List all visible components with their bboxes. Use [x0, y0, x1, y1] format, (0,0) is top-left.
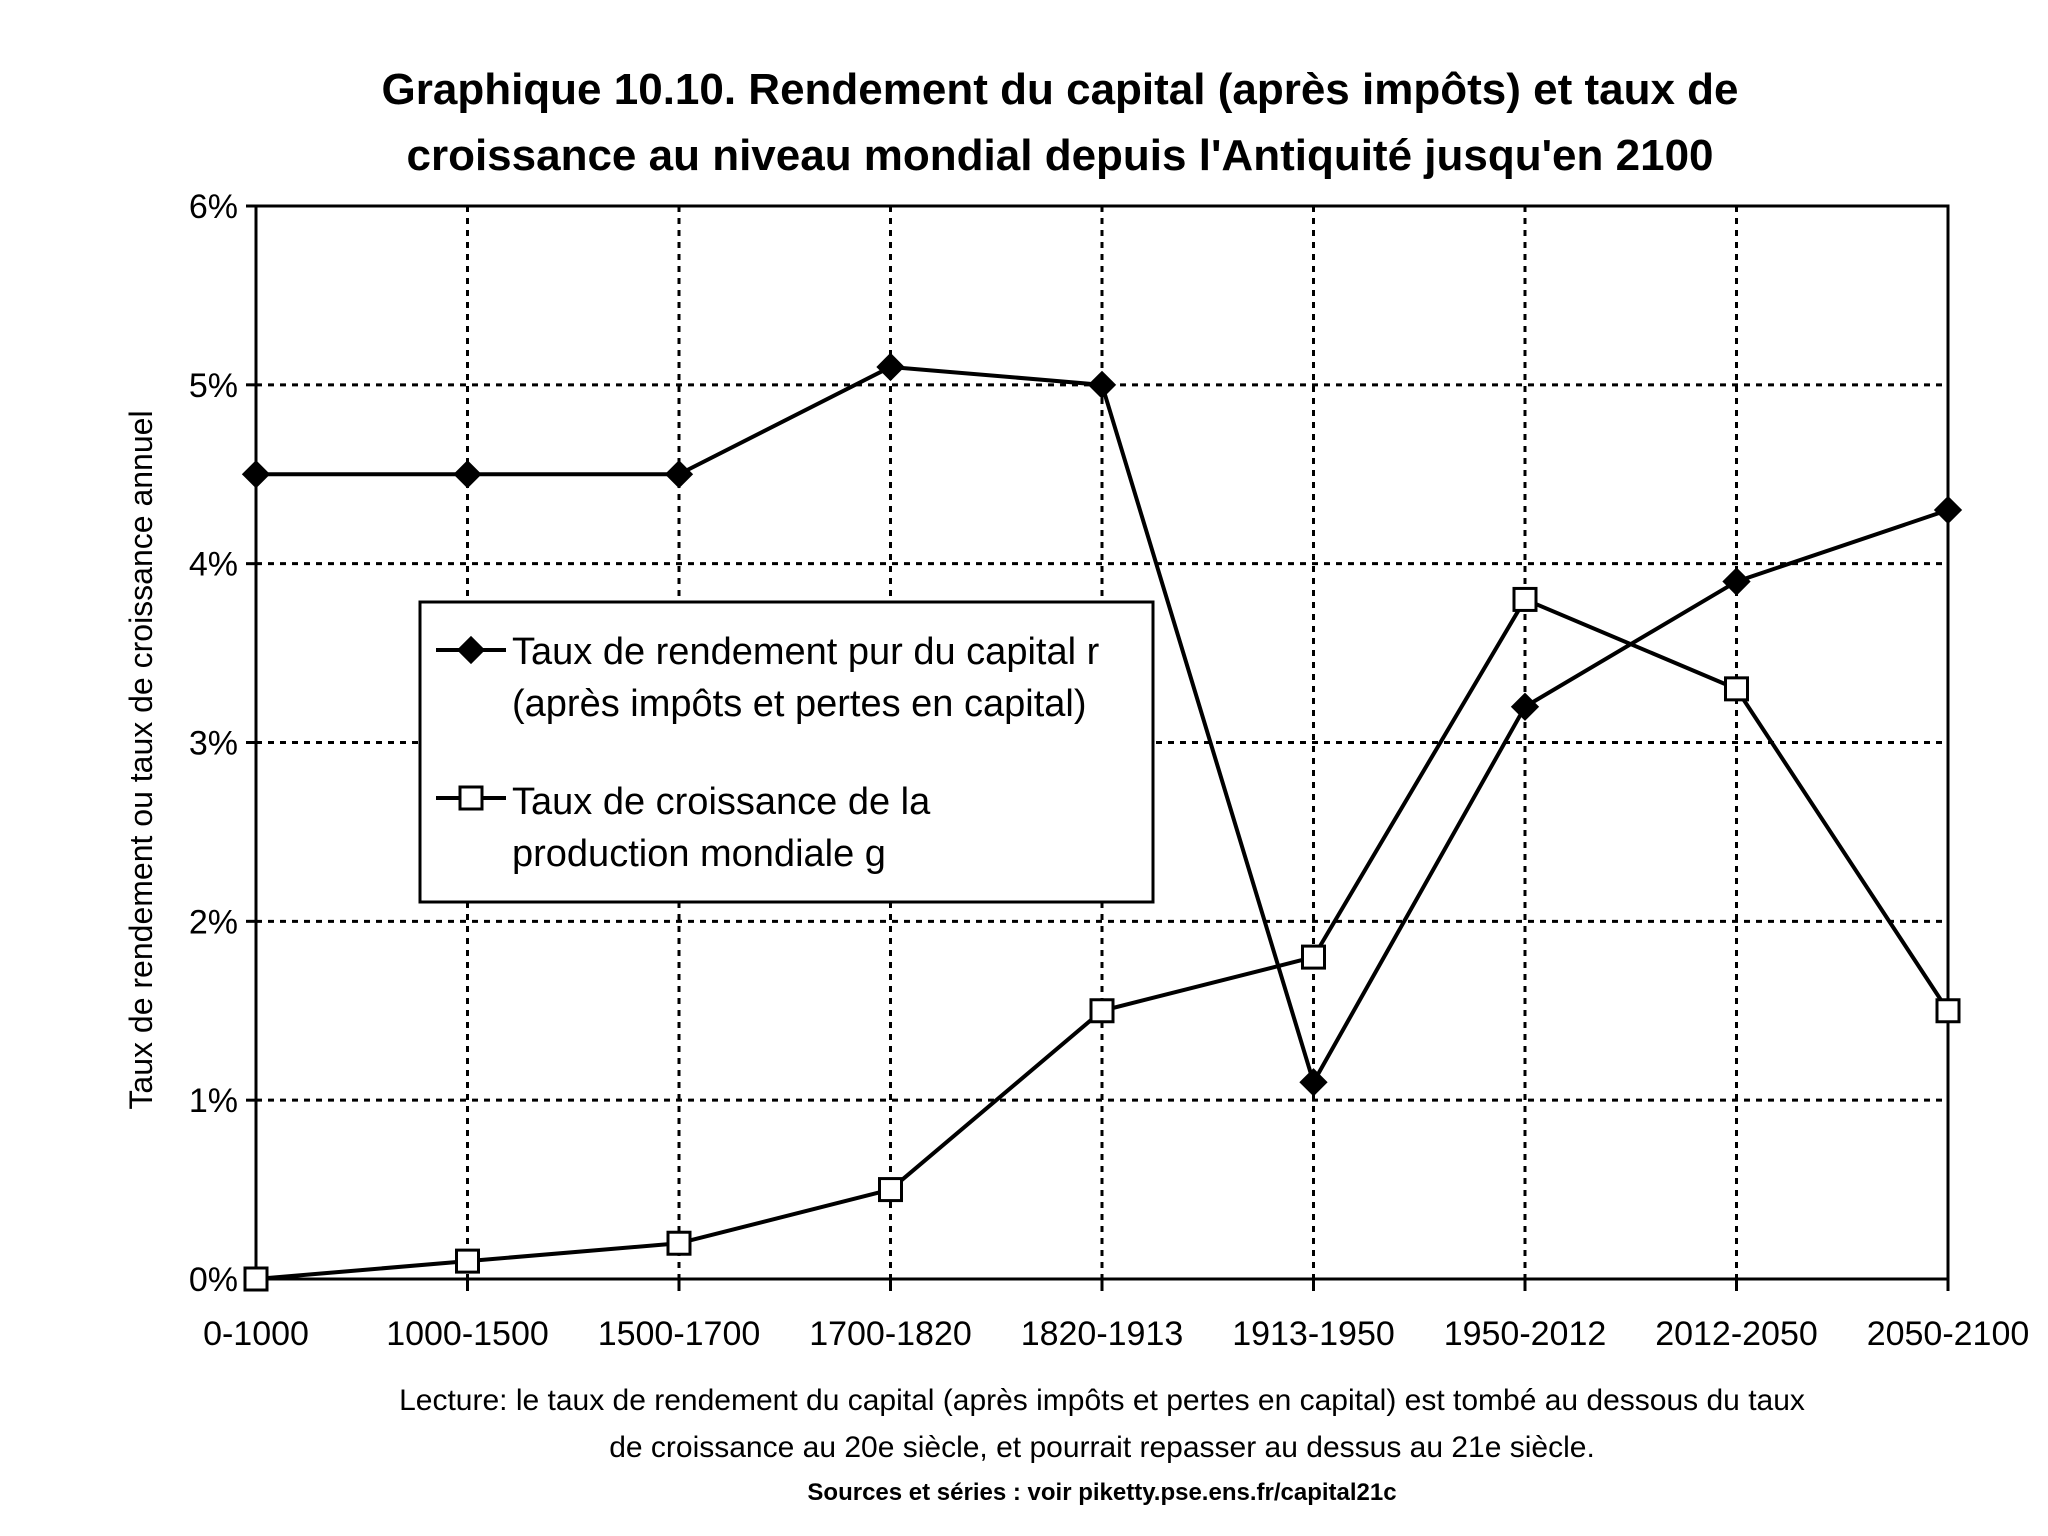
- legend-marker-g: [460, 787, 482, 809]
- series-0-point-4: [1088, 371, 1116, 399]
- legend-label-g-line-1: Taux de croissance de la: [512, 781, 931, 823]
- xtick-label-1: 1000-1500: [386, 1315, 549, 1353]
- series-1-point-5: [1303, 946, 1325, 968]
- series-0-point-5: [1299, 1068, 1327, 1096]
- ytick-label-0: 0%: [188, 1261, 238, 1299]
- y-axis-ticks: [189, 188, 256, 1299]
- series-1-point-4: [1091, 1000, 1113, 1022]
- chart-title-line-1: Graphique 10.10. Rendement du capital (après impôts) et taux de: [381, 65, 1739, 114]
- series-0-point-1: [453, 460, 481, 488]
- series-1-point-2: [668, 1232, 690, 1254]
- xtick-label-7: 2012-2050: [1655, 1315, 1818, 1353]
- xtick-label-4: 1820-1913: [1020, 1315, 1184, 1353]
- series-1-point-8: [1937, 1000, 1959, 1022]
- legend: [420, 602, 1153, 902]
- reading-note-line-1: Lecture: le taux de rendement du capital (après impôts et pertes en capital) est tombé au dessous du taux: [399, 1384, 1805, 1417]
- xtick-label-5: 1913-1950: [1232, 1315, 1395, 1353]
- reading-note-line-2: de croissance au 20e siècle, et pourrait repasser au dessus au 21e siècle.: [609, 1431, 1595, 1464]
- ytick-label-5: 5%: [188, 366, 238, 405]
- series-1-point-7: [1726, 678, 1748, 700]
- series-0-point-0: [242, 460, 270, 488]
- ytick-label-6: 6%: [188, 188, 238, 226]
- y-axis-title: Taux de rendement ou taux de croissance annuel: [123, 410, 159, 1110]
- source-note: Sources et séries : voir piketty.pse.ens.fr/capital21c: [807, 1479, 1397, 1506]
- series-0-point-8: [1934, 496, 1962, 524]
- legend-label-g-line-2: production mondiale g: [512, 833, 886, 875]
- xtick-label-2: 1500-1700: [597, 1315, 761, 1353]
- series-0-point-6: [1511, 693, 1539, 721]
- series-1-point-1: [457, 1250, 479, 1272]
- xtick-label-3: 1700-1820: [809, 1315, 972, 1353]
- series-1-point-0: [245, 1268, 267, 1290]
- ytick-label-1: 1%: [188, 1082, 238, 1121]
- legend-label-r-line-2: (après impôts et pertes en capital): [512, 683, 1087, 725]
- xtick-label-0: 0-1000: [203, 1315, 309, 1353]
- legend-label-r-line-1: Taux de rendement pur du capital r: [512, 631, 1100, 673]
- xtick-label-8: 2050-2100: [1866, 1315, 2030, 1353]
- series-0-point-3: [876, 353, 904, 381]
- ytick-label-4: 4%: [188, 545, 238, 584]
- ytick-label-3: 3%: [188, 724, 238, 763]
- ytick-label-2: 2%: [188, 903, 238, 942]
- series-1-point-3: [880, 1179, 902, 1201]
- x-axis-ticks: [203, 1279, 2029, 1353]
- reading-note: [399, 1384, 1805, 1464]
- chart-title: [382, 65, 1739, 180]
- chart-title-line-2: croissance au niveau mondial depuis l'Antiquité jusqu'en 2100: [406, 131, 1714, 180]
- series-1-point-6: [1514, 588, 1536, 610]
- xtick-label-6: 1950-2012: [1443, 1315, 1607, 1353]
- series-0-point-7: [1722, 567, 1750, 595]
- series-0-point-2: [665, 460, 693, 488]
